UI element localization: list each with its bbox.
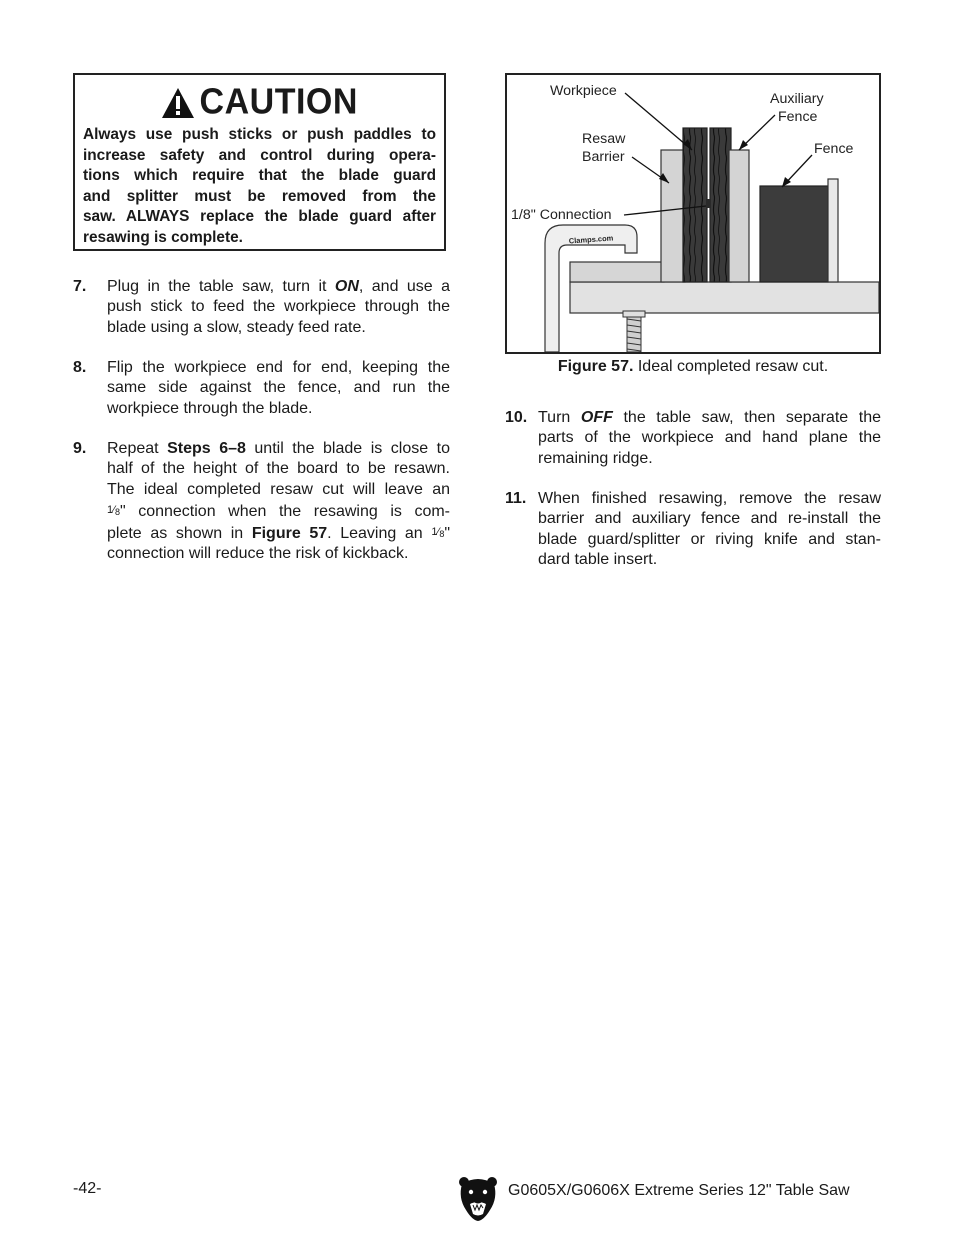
text: blade using a slow, steady feed rate. [107,318,366,336]
caption-text: Ideal completed resaw cut. [633,358,829,375]
step-10 [505,408,881,470]
text: dard table insert. [538,550,658,568]
fence-face [828,179,838,282]
workpiece-right [710,128,731,282]
emphasis-on: ON [334,278,359,295]
text: , and use a [358,278,451,295]
text: workpiece through the blade. [107,399,313,417]
step-body [107,277,450,338]
text: same side against the fence, and run the [107,379,450,397]
workpiece-left [683,128,707,282]
page-number: -42- [73,1180,102,1197]
step-number: 10. [505,409,528,426]
clamp-pad [570,262,664,282]
fraction: $1⁄_8$ [107,503,120,517]
step-number: 11. [505,490,527,507]
step-body [538,489,881,570]
figure-reference: Figure 57 [251,525,328,543]
text: plete as shown in [107,525,252,543]
text: . Leaving an [327,525,432,543]
caution-line: increase safety and control during opera- [83,146,436,164]
figure-caption [505,358,881,376]
clamp-brand: Clamps.com [568,233,614,246]
auxiliary-fence [729,150,749,282]
text: " [444,525,451,543]
caution-line: tions which require that the blade guard [83,167,436,185]
step-body [107,439,450,565]
text: Repeat [107,440,168,457]
text: barrier and auxiliary fence and re-install the [538,510,881,528]
label-fence: Fence [814,141,854,157]
text: half of the height of the board to be resawn. [107,460,450,478]
step-number: 8. [73,359,87,376]
text: push stick to feed the workpiece through the [107,298,450,316]
text: blade guard/splitter or riving knife and stan- [538,530,881,548]
label-resaw: Resaw [582,131,626,147]
step-8 [73,358,450,420]
text: " connection when the resawing is com- [119,502,450,520]
text: remaining ridge. [538,449,653,467]
text: Flip the workpiece end for end, keeping the [107,359,450,376]
step-body [107,358,450,419]
step-11 [505,489,881,573]
table-top [570,282,879,313]
leader-workpiece [625,93,692,150]
caution-title: CAUTION [199,82,358,122]
label-workpiece: Workpiece [550,83,617,99]
bear-logo-icon [458,1174,498,1222]
text: When finished resawing, remove the resaw [538,490,881,507]
caution-line: resawing is complete. [83,228,243,246]
label-auxiliary: Auxiliary [770,91,824,107]
fraction: $1⁄_8$ [431,526,445,540]
emphasis-off: OFF [580,409,613,426]
text: the table saw, then separate the [612,409,881,426]
step-number: 7. [73,278,87,295]
clamp-screw [623,311,645,352]
label-barrier: Barrier [582,149,625,165]
text: Plug in the table saw, turn it [107,278,335,295]
caution-header [75,83,444,125]
step-number: 9. [73,440,87,457]
step-body [538,408,881,469]
caution-text [83,125,436,249]
caution-line: Always use push sticks or push paddles to [83,126,436,143]
warning-triangle-icon [161,87,195,119]
caption-label: Figure 57. [557,358,634,375]
text: connection will reduce the risk of kickback. [107,545,409,563]
step-7 [73,277,450,339]
caution-box [73,73,446,251]
footer-title: G0605X/G0606X Extreme Series 12" Table Saw [508,1182,850,1199]
text: The ideal completed resaw cut will leave an [107,480,450,498]
steps-reference: Steps 6–8 [167,440,246,457]
caution-line: and splitter must be removed from the [83,187,436,205]
text: until the blade is close to [245,440,450,457]
resaw-barrier [661,150,685,282]
fence [760,186,828,282]
step-9 [73,439,450,564]
figure-57 [505,73,881,354]
label-auxiliary-fence: Fence [778,109,818,125]
label-connection: 1/8" Connection [511,207,612,223]
text: Turn [538,409,581,426]
caution-line: saw. ALWAYS replace the blade guard after [83,208,436,226]
text: parts of the workpiece and hand plane the [538,429,881,447]
connection-ridge [706,199,711,208]
